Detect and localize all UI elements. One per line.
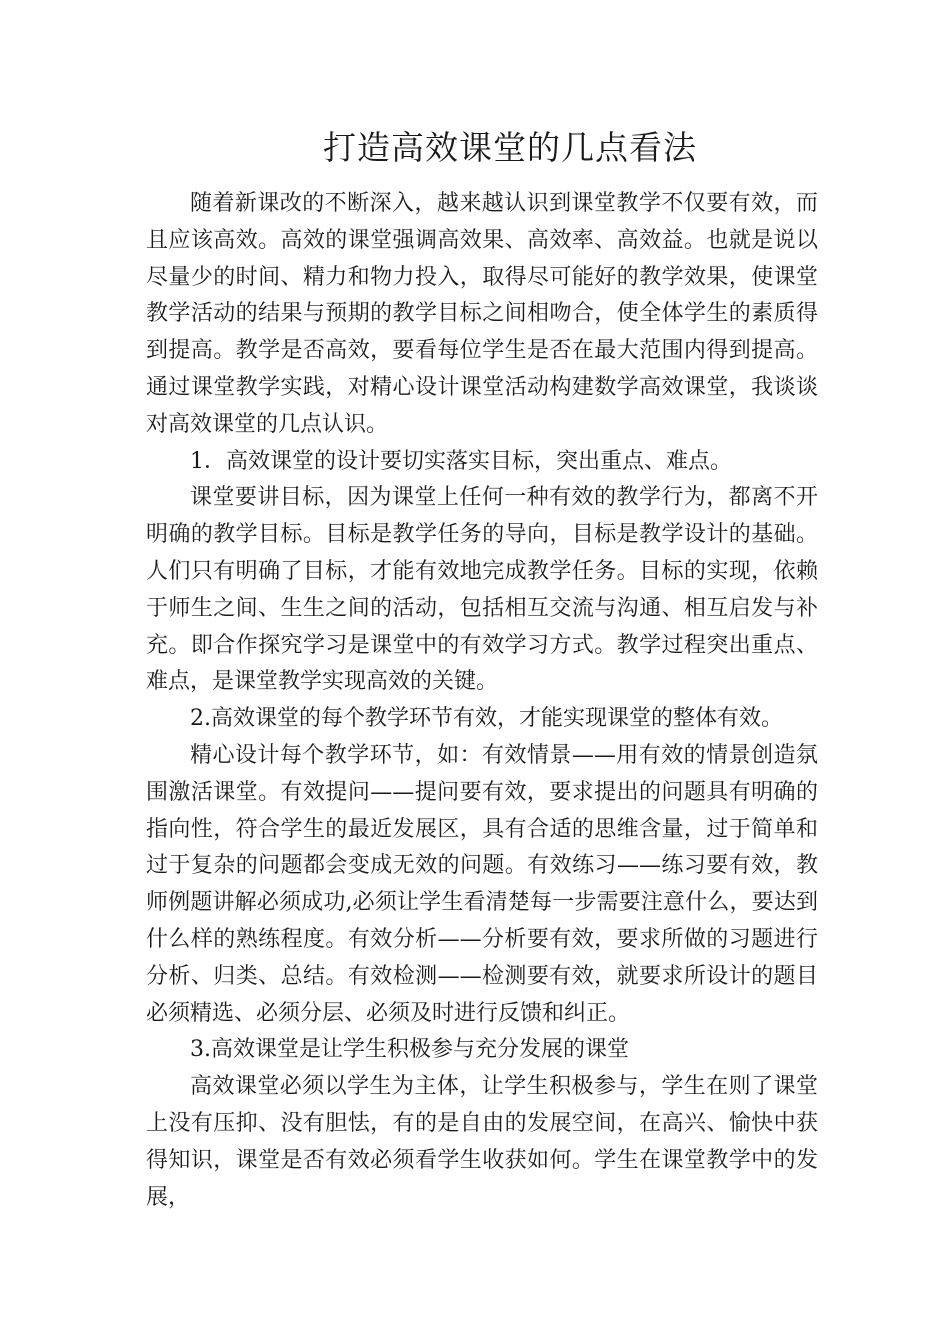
paragraph-point-1: 课堂要讲目标，因为课堂上任何一种有效的教学行为，都离不开明确的教学目标。目标是教学任务的导向，目标是教学设计的基础。人们只有明确了目标，才能有效地完成教学任务。目标的实现，依赖于师生之间、生生之间的活动，包括相互交流与沟通、相互启发与补充。即合作探究学习是课堂中的有效学习方式。教学过程突出重点、难点，是课堂教学实现高效的关键。 [146,485,818,695]
heading-point-1: 1．高效课堂的设计要切实落实目标，突出重点、难点。 [190,448,732,474]
paragraph-point-3: 高效课堂必须以学生为主体，让学生积极参与，学生在则了课堂上没有压抑、没有胆怯，有的是自由的发展空间，在高兴、愉快中获得知识，课堂是否有效必须看学生收获如何。学生在课堂教学中的发展， [146,1074,818,1210]
document-title: 打造高效课堂的几点看法 [323,128,697,167]
heading-point-2: 2.高效课堂的每个教学环节有效，才能实现课堂的整体有效。 [190,706,783,732]
paragraph-intro: 随着新课改的不断深入，越来越认识到课堂教学不仅要有效，而且应该高效。高效的课堂强调高效果、高效率、高效益。也就是说以尽量少的时间、精力和物力投入，取得尽可能好的教学效果，使课堂教学活动的结果与预期的教学目标之间相吻合，使全体学生的素质得到提高。教学是否高效，要看每位学生是否在最大范围内得到提高。通过课堂教学实践，对精心设计课堂活动构建数学高效课堂，我谈谈对高效课堂的几点认识。 [146,191,818,437]
document-body [146,186,818,1216]
heading-point-3: 3.高效课堂是让学生积极参与充分发展的课堂 [190,1037,629,1063]
paragraph-point-2: 精心设计每个教学环节，如：有效情景——用有效的情景创造氛围激活课堂。有效提问——提问要有效，要求提出的问题具有明确的指向性，符合学生的最近发展区，具有合适的思维含量，过于简单和过于复杂的问题都会变成无效的问题。有效练习——练习要有效，教师例题讲解必须成功,必须让学生看清楚每一步需要注意什么，要达到什么样的熟练程度。有效分析——分析要有效，要求所做的习题进行分析、归类、总结。有效检测——检测要有效，就要求所设计的题目必须精选、必须分层、必须及时进行反馈和纠正。 [146,742,818,1026]
